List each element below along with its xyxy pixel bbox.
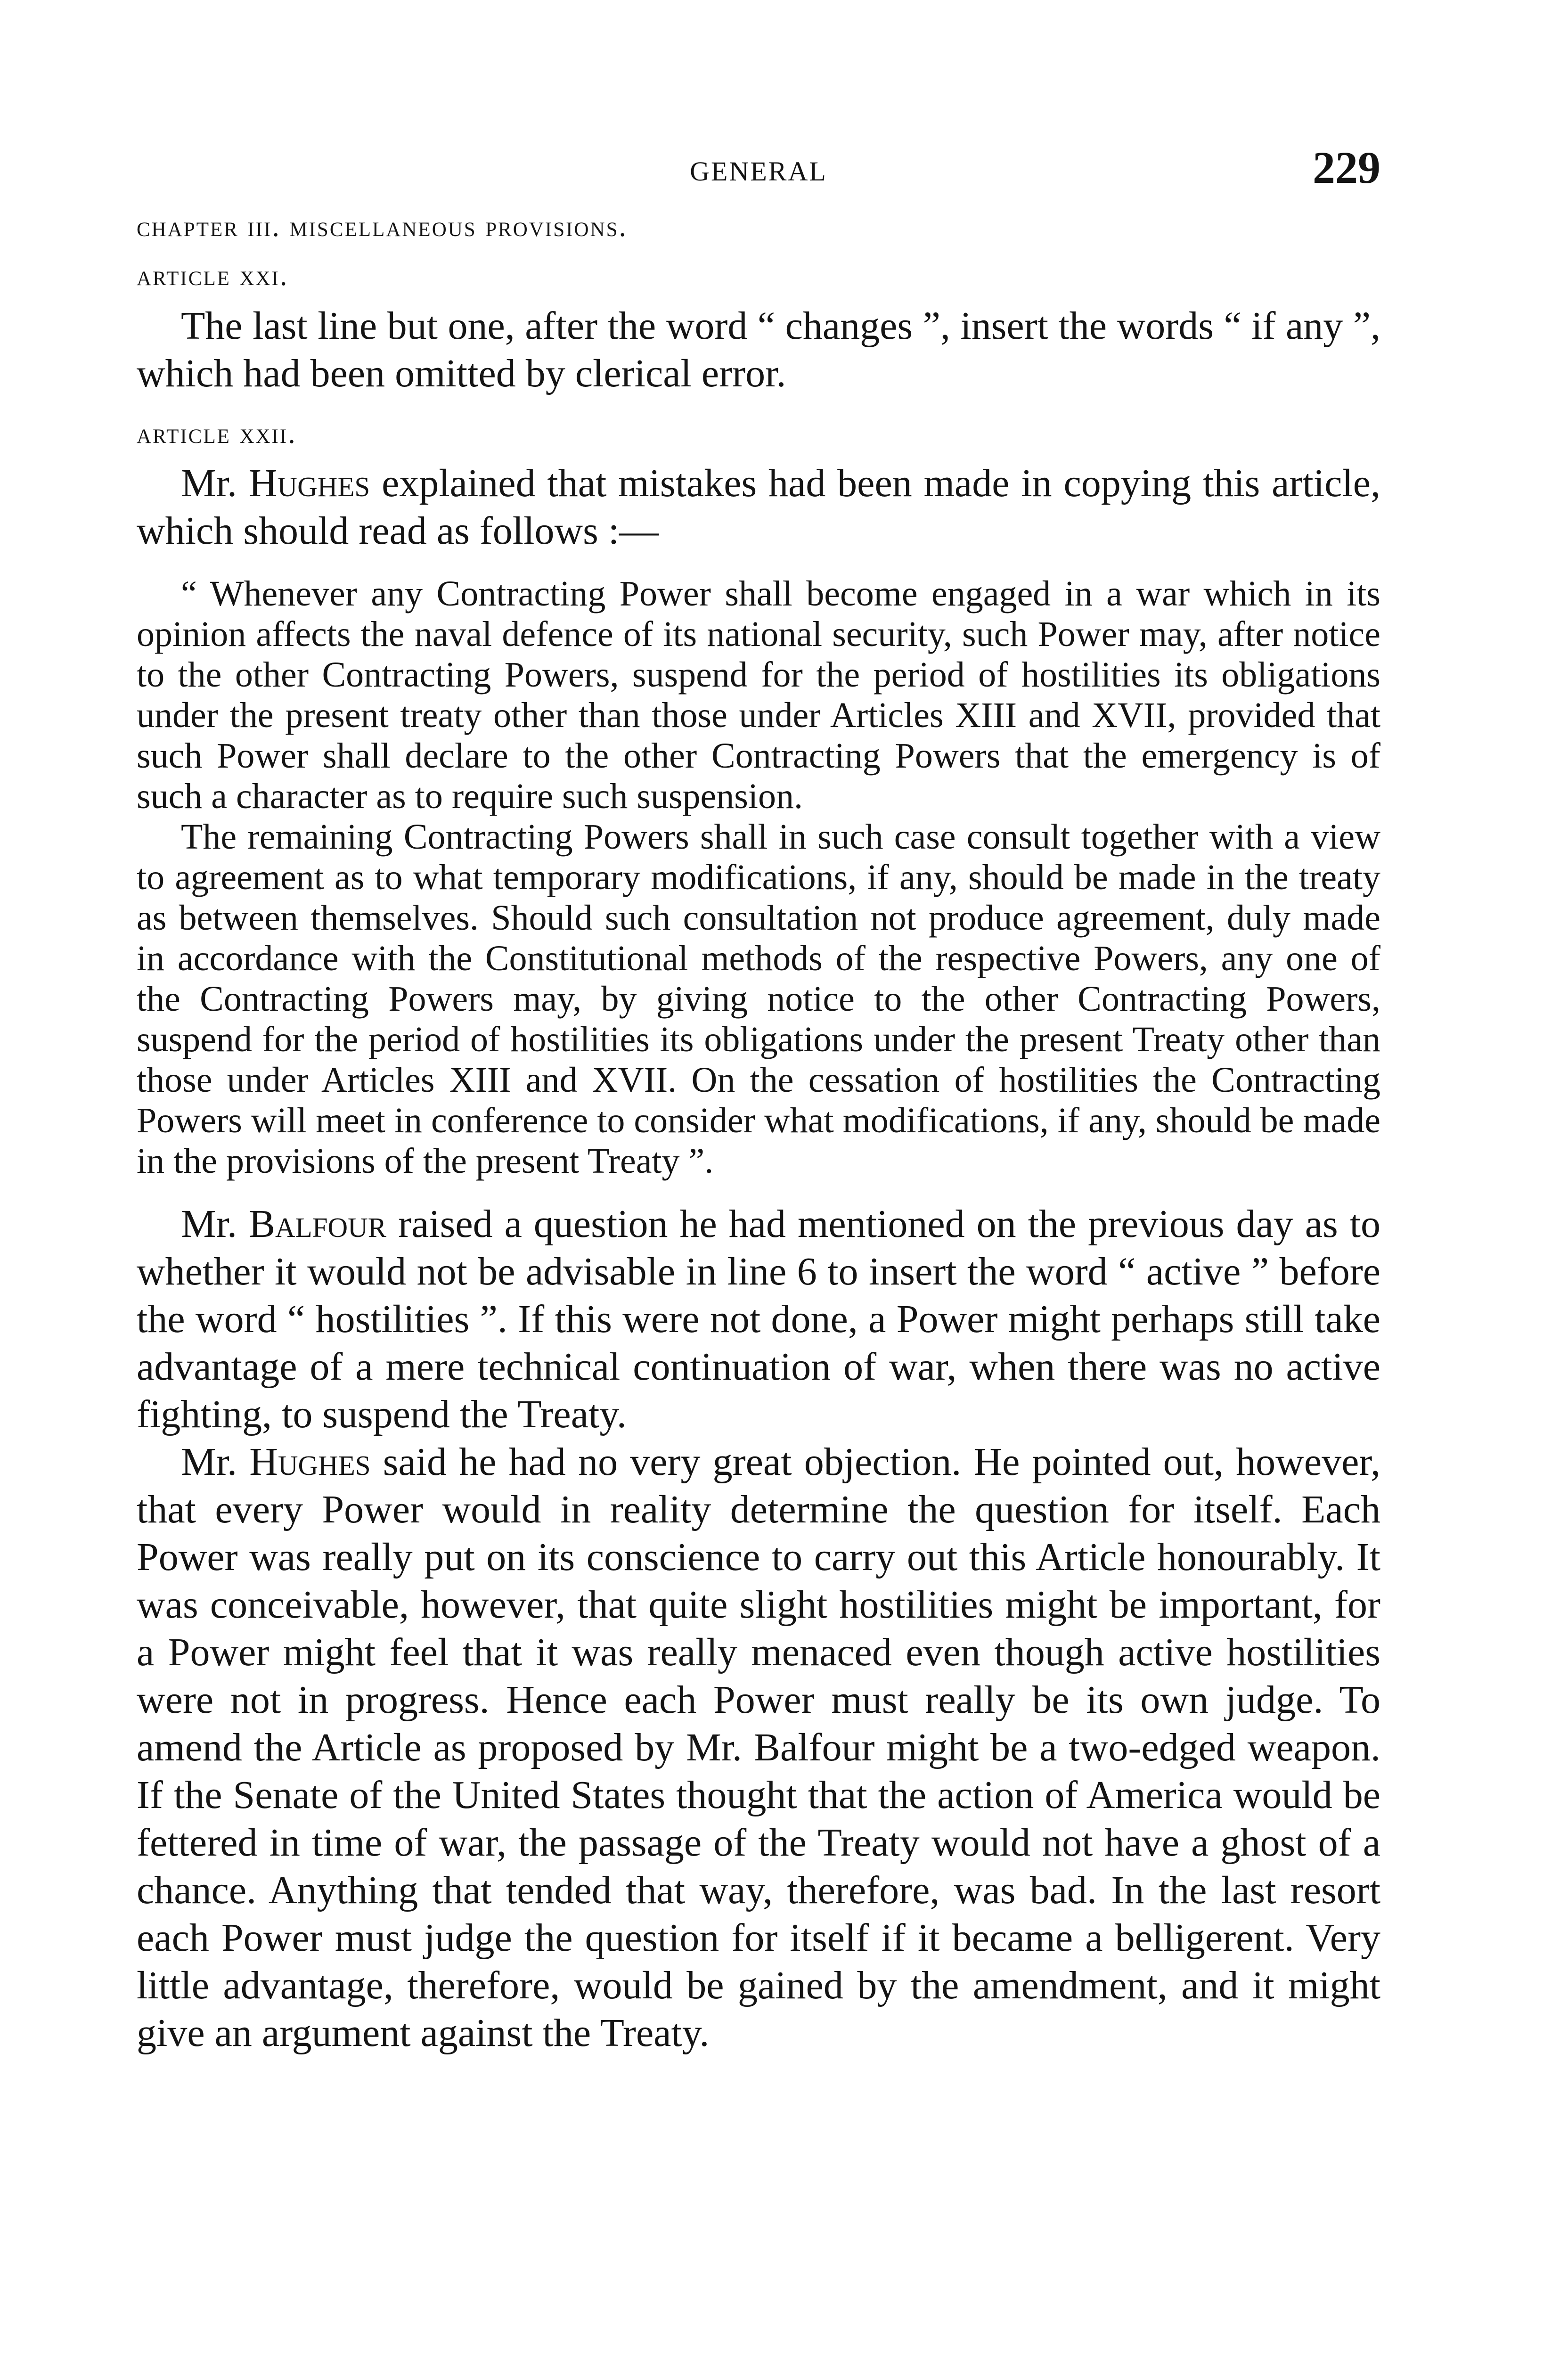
quote-paragraph-1: “ Whenever any Contracting Power shall become engaged in a war which in its opinion affects the naval defence of its national security, such Power may, after notice to the other Contracting Powers, suspend for the period of hostilities its obligations under the present treaty other than those under Articles XIII and XVII, provided that such Power shall declare to the other Contracting Powers that the emergency is of such a character as to require such suspension. xyxy=(137,574,1380,817)
speaker-name-hughes-2: Hughes xyxy=(249,1440,371,1484)
article-xxii-intro xyxy=(137,459,1380,555)
running-title: GENERAL xyxy=(690,156,827,187)
intro-text: explained that mistakes had been made in copying this article, which should read as follows :— xyxy=(137,461,1381,553)
balfour-text: raised a question he had mentioned on the previous day as to whether it would not be advisable in line 6 to insert the word “ active ” before the word “ hostilities ”. If this were not done, a Power might perhaps still take advantage of a mere technical continuation of war, when there was no active fighting, to suspend the Treaty. xyxy=(137,1202,1380,1437)
quote-paragraph-2: The remaining Contracting Powers shall in such case consult together with a view to agreement as to what temporary modifications, if any, should be made in the treaty as between themselves. Should such consultation not produce agreement, duly made in accordance with the Constitutional methods of the respective Powers, any one of the Contracting Powers may, by giving notice to the other Contracting Powers, suspend for the period of hostilities its obligations under the present Treaty other than those under Articles XIII and XVII. On the cessation of hostilities the Contracting Powers will meet in conference to consider what modifications, if any, should be made in the provisions of the present Treaty ”. xyxy=(137,817,1380,1181)
article-xxii-heading: article xxii. xyxy=(137,417,297,450)
balfour-prefix: Mr. xyxy=(181,1202,237,1246)
amended-article-quote xyxy=(137,573,1380,1181)
chapter-heading: chapter iii. miscellaneous provisions. xyxy=(137,211,628,243)
hughes-text: said he had no very great objection. He pointed out, however, that every Power would in reality determine the question for itself. Each Power was really put on its conscience to carry out this Article honourably. It was conceivable, however, that quite slight hostilities might be important, for a Power might feel that it was really menaced even though active hostilities were not in progress. Hence each Power must really be its own judge. To amend the Article as proposed by Mr. Balfour might be a two-edged weapon. If the Senate of the United States thought that the action of America would be fettered in time of war, the passage of the Treaty would not have a ghost of a chance. Anything that tended that way, therefore, was bad. In the last resort each Power must judge the question for itself if it became a belligerent. Very little advantage, therefore, would be gained by the amendment, and it might give an argument against the Treaty. xyxy=(137,1440,1381,2055)
article-xxi-paragraph: The last line but one, after the word “ changes ”, insert the words “ if any ”, which had been omitted by clerical error. xyxy=(137,303,1380,395)
speaker-name-balfour: Balfour xyxy=(249,1202,387,1246)
balfour-paragraph xyxy=(137,1200,1380,1438)
hughes-paragraph xyxy=(137,1438,1380,2057)
running-header xyxy=(137,141,1380,193)
speaker-name-hughes: Hughes xyxy=(248,461,370,506)
document-page xyxy=(137,141,1380,2057)
article-xxi-heading: article xxi. xyxy=(137,260,289,292)
page-number: 229 xyxy=(1313,142,1380,193)
hughes-prefix: Mr. xyxy=(181,1440,237,1484)
intro-prefix: Mr. xyxy=(181,461,237,506)
